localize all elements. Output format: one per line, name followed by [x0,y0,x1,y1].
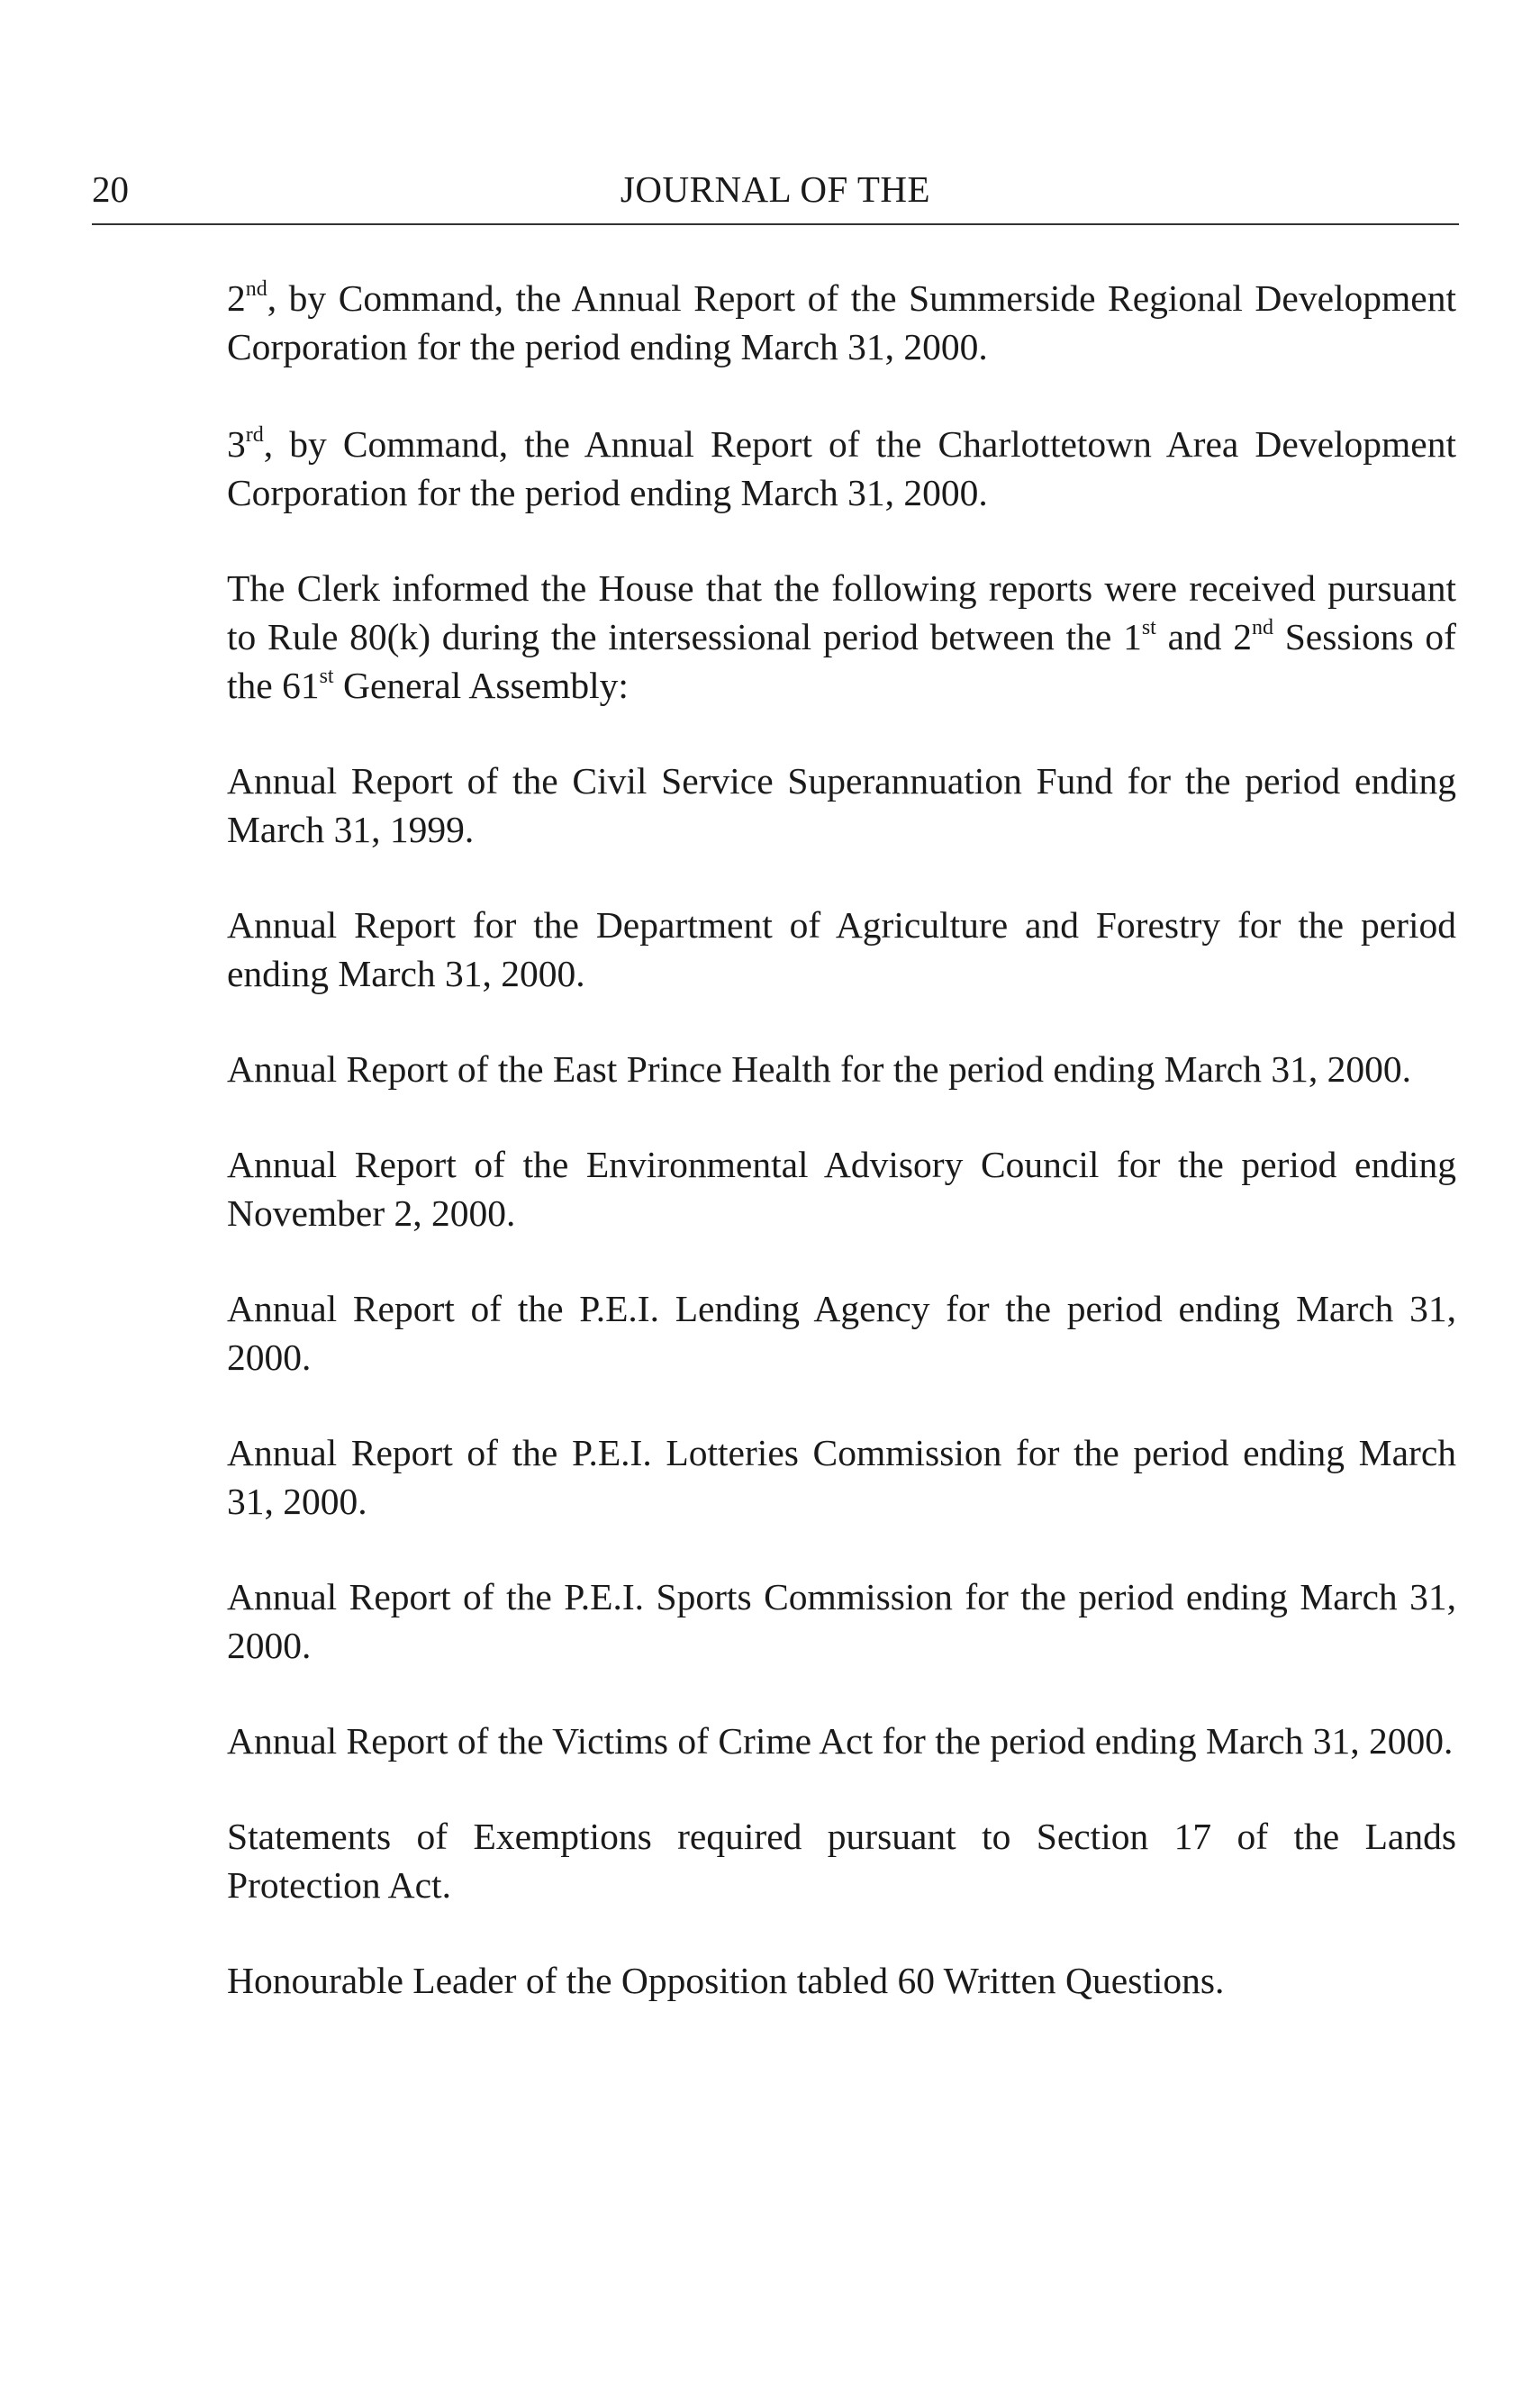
paragraph-text: and 2 [1155,616,1252,657]
ordinal-number: 2 [227,277,246,319]
paragraph-clerk-informed [227,564,1456,710]
paragraph-written-questions: Honourable Leader of the Opposition tabled 60 Written Questions. [227,1960,1225,2001]
ordinal-number: 3 [227,423,246,465]
report-item: Statements of Exemptions required pursuant to Section 17 of the Lands Protection Act. [227,1816,1456,1906]
paragraph-charlottetown-report [227,420,1456,517]
ordinal-suffix: rd [245,423,264,447]
report-item: Annual Report of the Victims of Crime Act for the period ending March 31, 2000. [227,1720,1454,1762]
ordinal-suffix: nd [1251,616,1273,639]
report-item: Annual Report of the P.E.I. Sports Commission for the period ending March 31, 2000. [227,1576,1456,1666]
report-item: Annual Report of the P.E.I. Lending Agency for the period ending March 31, 2000. [227,1288,1456,1378]
report-item: Annual Report of the P.E.I. Lotteries Commission for the period ending March 31, 2000. [227,1432,1456,1522]
paragraph-text: , by Command, the Annual Report of the Summerside Regional Development Corporation for the period ending March 31, 2000. [227,277,1456,367]
paragraph-text: , by Command, the Annual Report of the Charlottetown Area Development Corporation for the period ending March 31, 2000. [227,423,1456,513]
paragraph-summerside-report [227,274,1456,371]
paragraph-text: The Clerk informed the House that the following reports were received pursuant to Rule 80(k) during the intersessional period between the 1 [227,567,1456,657]
ordinal-suffix: st [319,665,334,688]
page-header [92,168,1459,225]
journal-body [227,274,1456,2052]
ordinal-suffix: nd [245,277,267,301]
report-item: Annual Report of the East Prince Health for the period ending March 31, 2000. [227,1048,1411,1090]
ordinal-suffix: st [1141,616,1156,639]
paragraph-text: Sessions of the 61 [227,616,1456,706]
paragraph-text: General Assembly: [333,665,629,706]
report-item: Annual Report of the Environmental Advisory Council for the period ending November 2, 2000. [227,1144,1456,1234]
report-item: Annual Report for the Department of Agriculture and Forestry for the period ending March 31, 2000. [227,904,1456,994]
running-head: JOURNAL OF THE [620,168,931,210]
page-number: 20 [92,168,129,210]
report-item: Annual Report of the Civil Service Superannuation Fund for the period ending March 31, 1999. [227,760,1456,850]
